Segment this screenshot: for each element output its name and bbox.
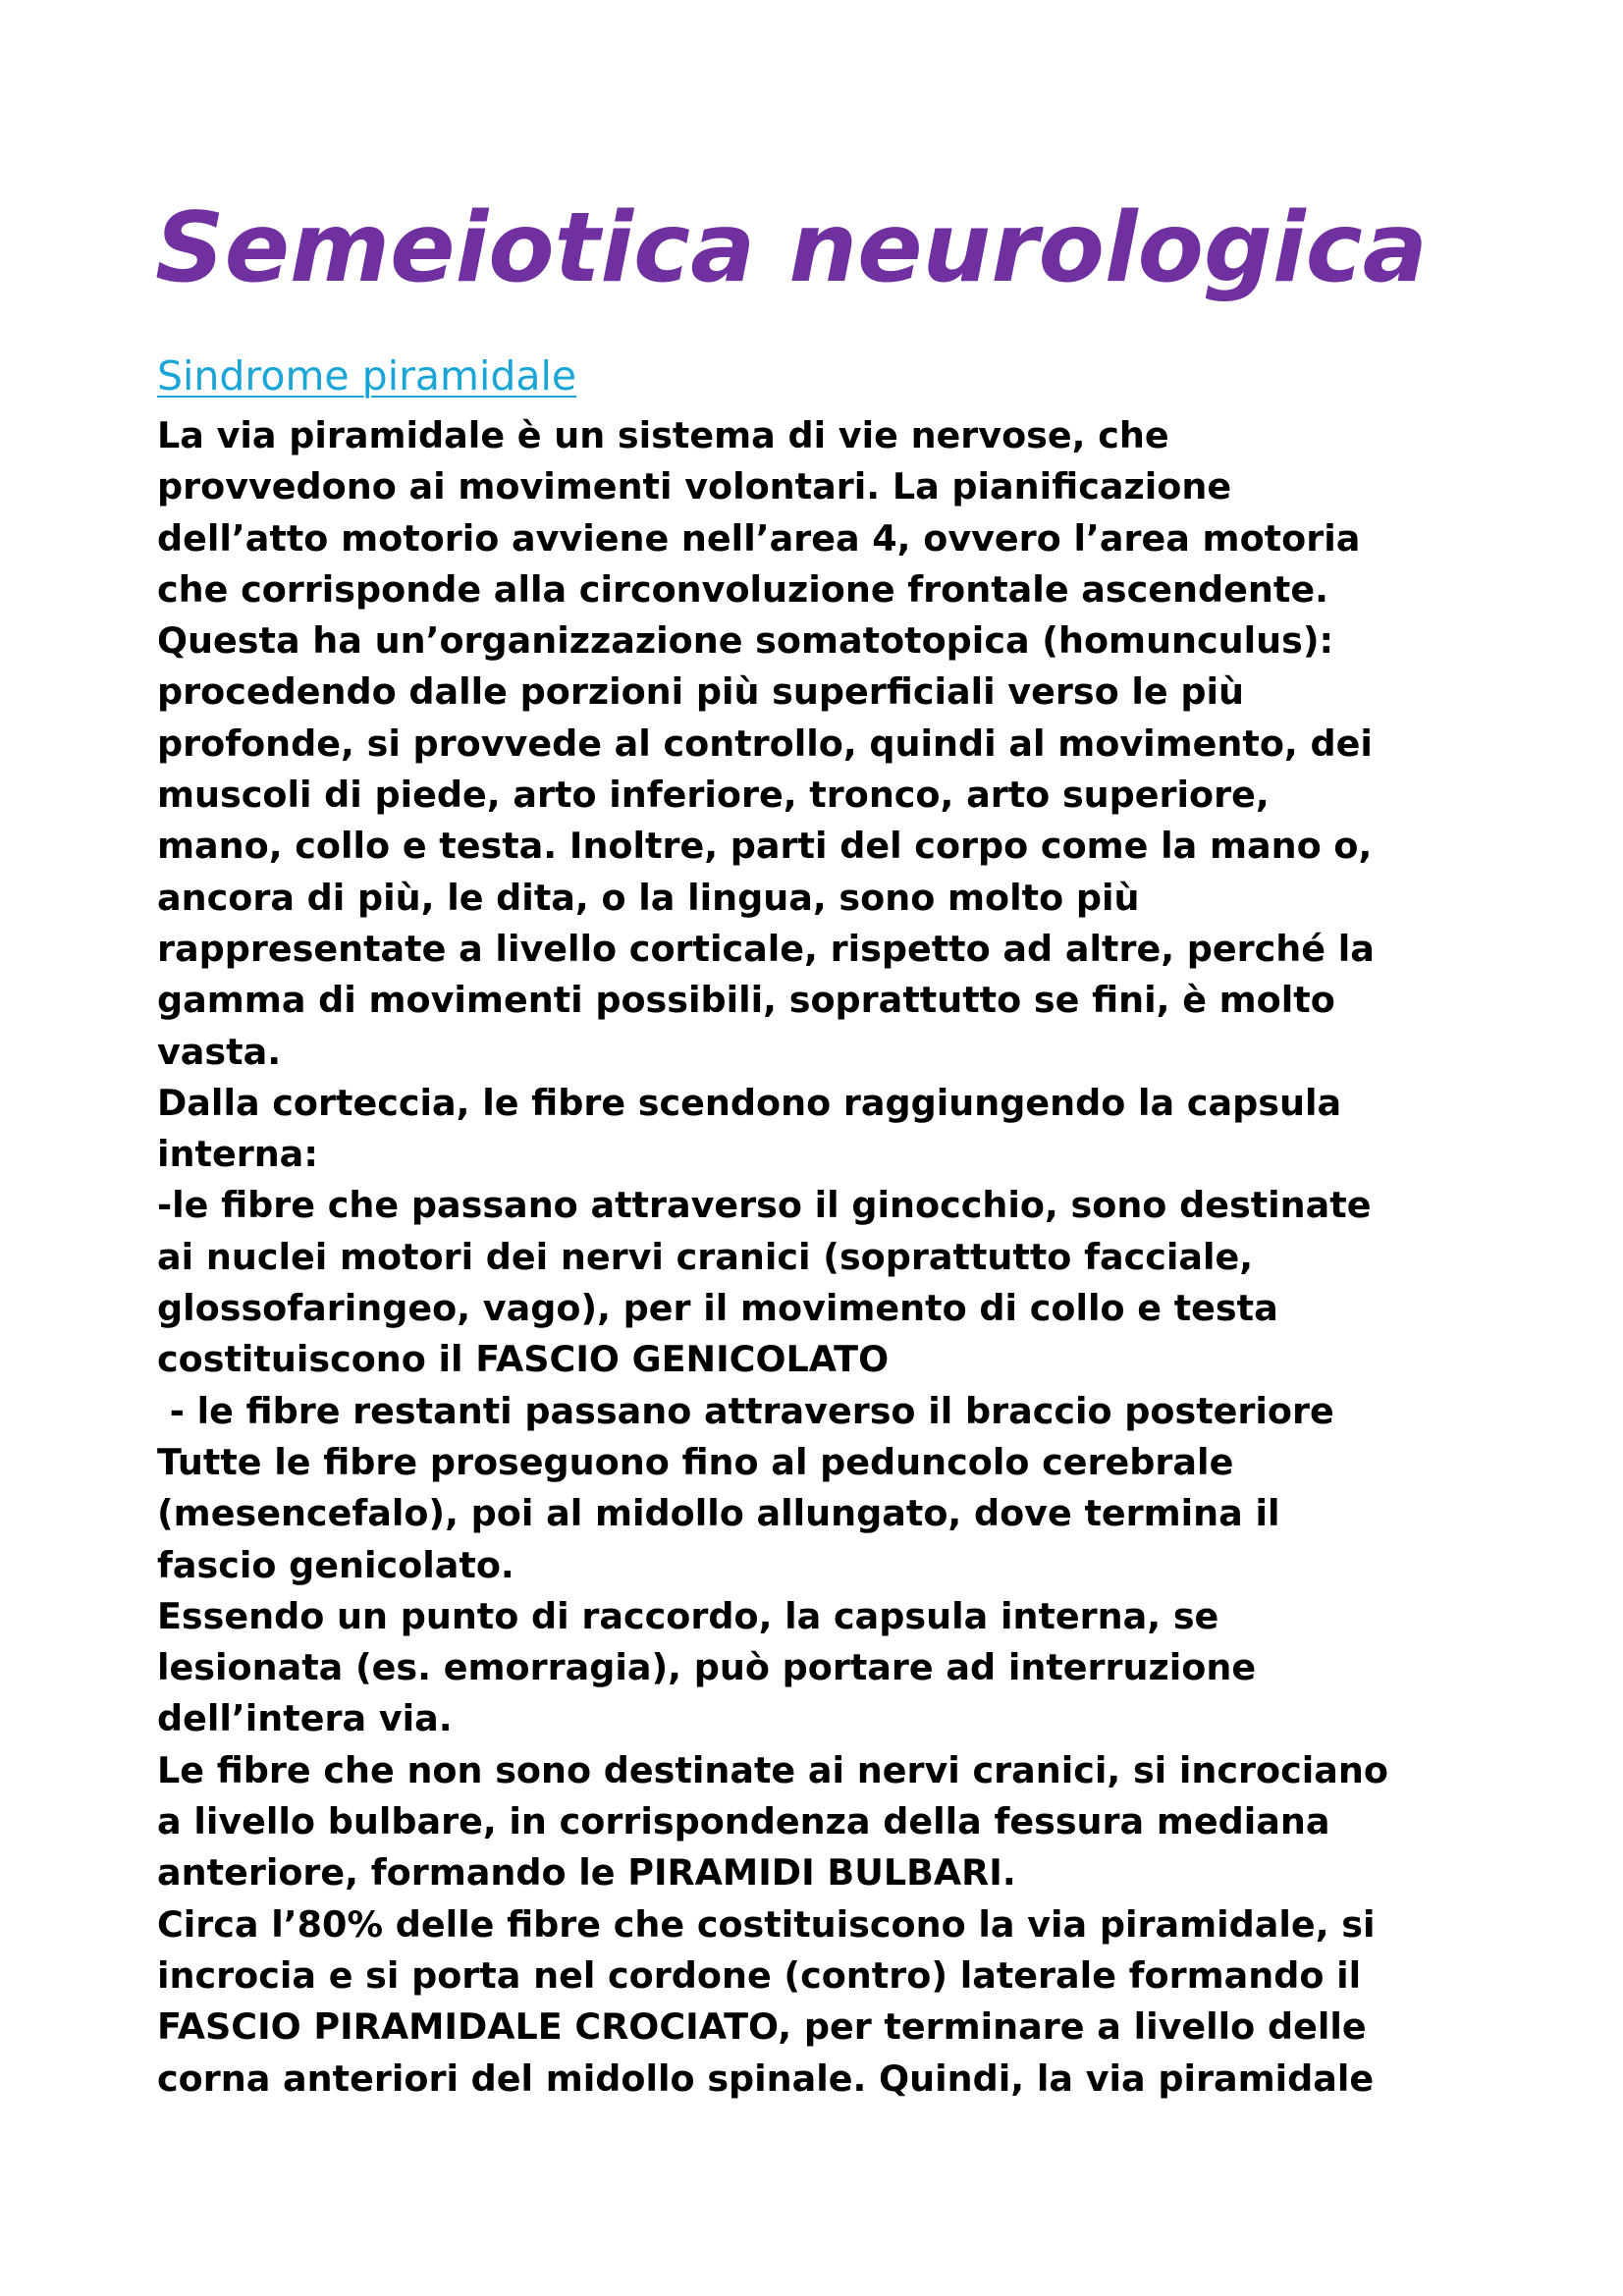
- text-line: La via piramidale è un sistema di vie nervose, che: [157, 414, 1169, 456]
- page-title: Semeiotica neurologica: [155, 192, 1428, 304]
- section-heading-link[interactable]: Sindrome piramidale: [157, 352, 577, 400]
- text-line: lesionata (es. emorragia), può portare ad interruzione: [157, 1646, 1257, 1689]
- text-line: rappresentate a livello corticale, rispetto ad altre, perché la: [157, 927, 1375, 970]
- text-line: ai nuclei motori dei nervi cranici (soprattutto facciale,: [157, 1235, 1254, 1278]
- text-line: fascio genicolato.: [157, 1543, 514, 1586]
- text-line: FASCIO PIRAMIDALE CROCIATO, per terminare a livello delle: [157, 2005, 1367, 2049]
- text-line: Circa l’80% delle fibre che costituiscono la via piramidale, si: [157, 1902, 1376, 1946]
- text-line: provvedono ai movimenti volontari. La pianificazione: [157, 465, 1232, 508]
- text-line: Essendo un punto di raccordo, la capsula interna, se: [157, 1594, 1219, 1637]
- text-line: gamma di movimenti possibili, soprattutto se fini, è molto: [157, 979, 1335, 1022]
- text-line: mano, collo e testa. Inoltre, parti del corpo come la mano o,: [157, 825, 1373, 868]
- text-line: interna:: [157, 1133, 318, 1176]
- text-line: a livello bulbare, in corrispondenza della fessura mediana: [157, 1800, 1330, 1843]
- text-line: - le fibre restanti passano attraverso il braccio posteriore: [157, 1389, 1334, 1432]
- text-line: ancora di più, le dita, o la lingua, sono molto più: [157, 876, 1140, 919]
- text-line: corna anteriori del midollo spinale. Quindi, la via piramidale: [157, 2056, 1375, 2100]
- text-line: procedendo dalle porzioni più superficiali verso le più: [157, 670, 1244, 714]
- text-line: profonde, si provvede al controllo, quindi al movimento, dei: [157, 721, 1373, 765]
- text-line: (mesencefalo), poi al midollo allungato, dove termina il: [157, 1492, 1280, 1535]
- text-line: dell’atto motorio avviene nell’area 4, ovvero l’area motoria: [157, 516, 1361, 560]
- text-line: vasta.: [157, 1030, 282, 1073]
- text-line: Dalla corteccia, le fibre scendono raggiungendo la capsula: [157, 1081, 1342, 1124]
- text-line: dell’intera via.: [157, 1697, 453, 1740]
- text-line: Tutte le fibre proseguono fino al peduncolo cerebrale: [157, 1440, 1234, 1483]
- text-line: costituiscono il FASCIO GENICOLATO: [157, 1338, 890, 1381]
- body-paragraph: [157, 410, 1532, 2105]
- text-line: muscoli di piede, arto inferiore, tronco, arto superiore,: [157, 774, 1270, 817]
- text-line: che corrisponde alla circonvoluzione frontale ascendente.: [157, 567, 1328, 611]
- text-line: glossofaringeo, vago), per il movimento di collo e testa: [157, 1287, 1291, 1330]
- text-line: incrocia e si porta nel cordone (contro) laterale formando il: [157, 1953, 1362, 1997]
- text-line: anteriore, formando le PIRAMIDI BULBARI.: [157, 1851, 1016, 1895]
- text-line: Le fibre che non sono destinate ai nervi cranici, si incrociano: [157, 1748, 1388, 1791]
- text-line: -le fibre che passano attraverso il ginocchio, sono destinate: [157, 1184, 1372, 1227]
- text-line: Questa ha un’organizzazione somatotopica (homunculus):: [157, 619, 1334, 663]
